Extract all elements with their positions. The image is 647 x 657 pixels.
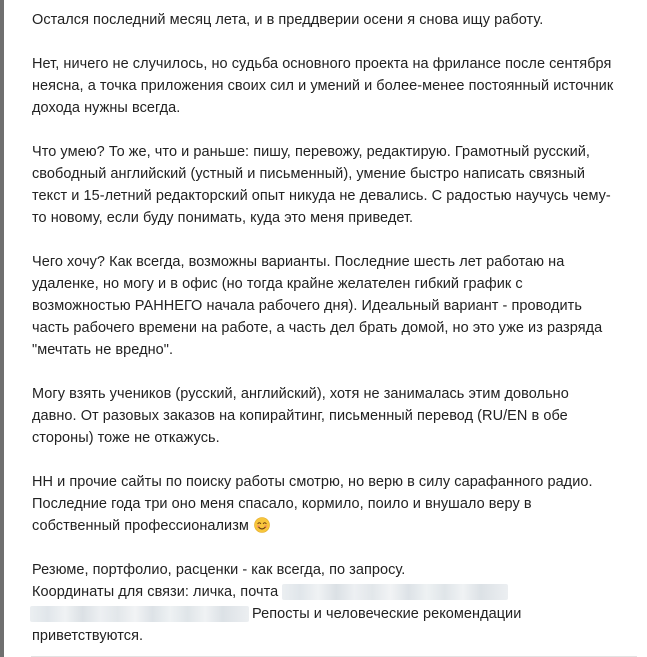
text-segment: Репосты и человеческие рекомендации	[252, 606, 522, 622]
paragraph-students	[32, 383, 642, 449]
paragraph-wishes	[32, 251, 642, 361]
text-line	[32, 581, 642, 603]
text-line: НН и прочие сайты по поиску работы смотрю, но верю в силу сарафанного радио.	[32, 474, 593, 490]
post-body	[32, 9, 642, 647]
paragraph-contacts	[32, 559, 642, 647]
post-left-border	[0, 0, 4, 657]
text-line: часть рабочего времени на работе, а часть дел брать домой, но это уже из разряда	[32, 320, 603, 336]
text-line: Что умею? То же, что и раньше: пишу, перевожу, редактирую. Грамотный русский,	[32, 144, 590, 160]
text-segment: Координаты для связи: личка, почта	[32, 584, 279, 600]
text-line: то новому, если буду понимать, куда это меня приведет.	[32, 210, 414, 226]
text-line: свободный английский (устный и письменный), умение быстро написать связный	[32, 166, 586, 182]
text-line: Могу взять учеников (русский, английский), хотя не занималась этим довольно	[32, 386, 569, 402]
text-line	[32, 603, 642, 625]
text-line: Нет, ничего не случилось, но судьба основного проекта на фрилансе после сентября	[32, 56, 612, 72]
text-line: Остался последний месяц лета, и в преддверии осени я снова ищу работу.	[32, 12, 544, 28]
text-line: Последние года три оно меня спасало, кормило, поило и внушало веру в	[32, 496, 532, 512]
paragraph-word-of-mouth	[32, 471, 642, 537]
paragraph-skills	[32, 141, 642, 229]
text-line: приветствуются.	[32, 628, 144, 644]
text-line: Резюме, портфолио, расценки - как всегда, по запросу.	[32, 562, 406, 578]
paragraph-intro	[32, 9, 642, 31]
smiling-face-emoji-icon	[254, 517, 270, 533]
text-line: Чего хочу? Как всегда, возможны варианты. Последние шесть лет работаю на	[32, 254, 565, 270]
text-line: дохода нужны всегда.	[32, 100, 181, 116]
text-line: текст и 15-летний редакторский опыт никуда не девались. С радостью научусь чему-	[32, 188, 611, 204]
text-segment: собственный профессионализм	[32, 518, 249, 534]
text-line: неясна, а точка приложения своих сил и умений и более-менее постоянный источник	[32, 78, 614, 94]
text-line	[32, 515, 642, 537]
redacted-contact-blur	[30, 606, 249, 622]
paragraph-situation	[32, 53, 642, 119]
text-line: стороны) тоже не откажусь.	[32, 430, 220, 446]
text-line: давно. От разовых заказов на копирайтинг, письменный перевод (RU/EN в обе	[32, 408, 568, 424]
text-line: "мечтать не вредно".	[32, 342, 174, 358]
text-line: возможностью РАННЕГО начала рабочего дня). Идеальный вариант - проводить	[32, 298, 582, 314]
text-line: удаленке, но могу и в офис (но тогда крайне желателен гибкий график с	[32, 276, 523, 292]
redacted-email-blur	[282, 584, 508, 600]
